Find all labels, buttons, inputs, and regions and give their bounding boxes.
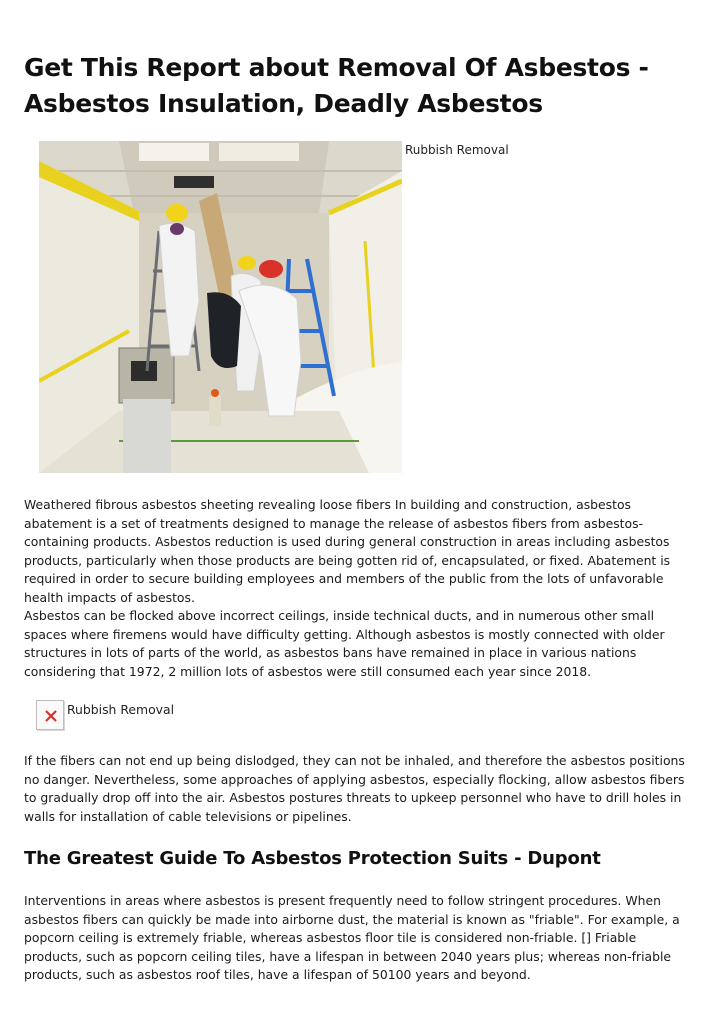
page-title: Get This Report about Removal Of Asbestos - Asbestos Insulation, Deadly Asbestos — [24, 53, 649, 118]
broken-image-caption: Rubbish Removal — [67, 702, 175, 717]
section-heading: The Greatest Guide To Asbestos Protection Suits - Dupont — [24, 848, 601, 869]
paragraph-3: If the fibers can not end up being dislodged, they can not be inhaled, and therefore the asbestos positions no danger. Nevertheless, some approaches of applying asbestos, especially flocking, allow asbestos fibers to gradually drop off into the air. Asbestos postures threats to upkeep personnel who have to drill holes in walls for installation of cable televisions or pipelines. — [24, 753, 685, 824]
hero-image-caption: Rubbish Removal — [405, 143, 509, 157]
hero-photo — [39, 141, 402, 473]
paragraph-2: Asbestos can be flocked above incorrect ceilings, inside technical ducts, and in numerous other small spaces where firemens would have difficulty getting. Although asbestos is mostly connected with older structures in lots of parts of the world, as asbestos bans have remained in place in various nations considering that 1972, 2 million lots of asbestos were still consumed each year since 2018. — [24, 608, 665, 679]
broken-image-placeholder — [36, 700, 64, 730]
asbestos-workers-photo-icon — [39, 141, 402, 473]
broken-image-icon — [44, 709, 58, 723]
paragraph-4: Interventions in areas where asbestos is present frequently need to follow stringent procedures. When asbestos fibers can quickly be made into airborne dust, the material is known as "friable". For example, a popcorn ceiling is extremely friable, whereas asbestos floor tile is considered non-friable. [] Friable products, such as popcorn ceiling tiles, have a lifespan in between 2040 years plus; whereas non-friable products, such as asbestos roof tiles, have a lifespan of 50100 years and beyond. — [24, 893, 680, 982]
paragraph-1: Weathered fibrous asbestos sheeting revealing loose fibers In building and construction, asbestos abatement is a set of treatments designed to manage the release of asbestos fibers from asbestos-containing products. Asbestos reduction is used during general construction in areas including asbestos products, particularly when those products are being gotten rid of, encapsulated, or fixed. Abatement is required in order to secure building employees and members of the public from the lots of unfavorable health impacts of asbestos. — [24, 497, 671, 605]
